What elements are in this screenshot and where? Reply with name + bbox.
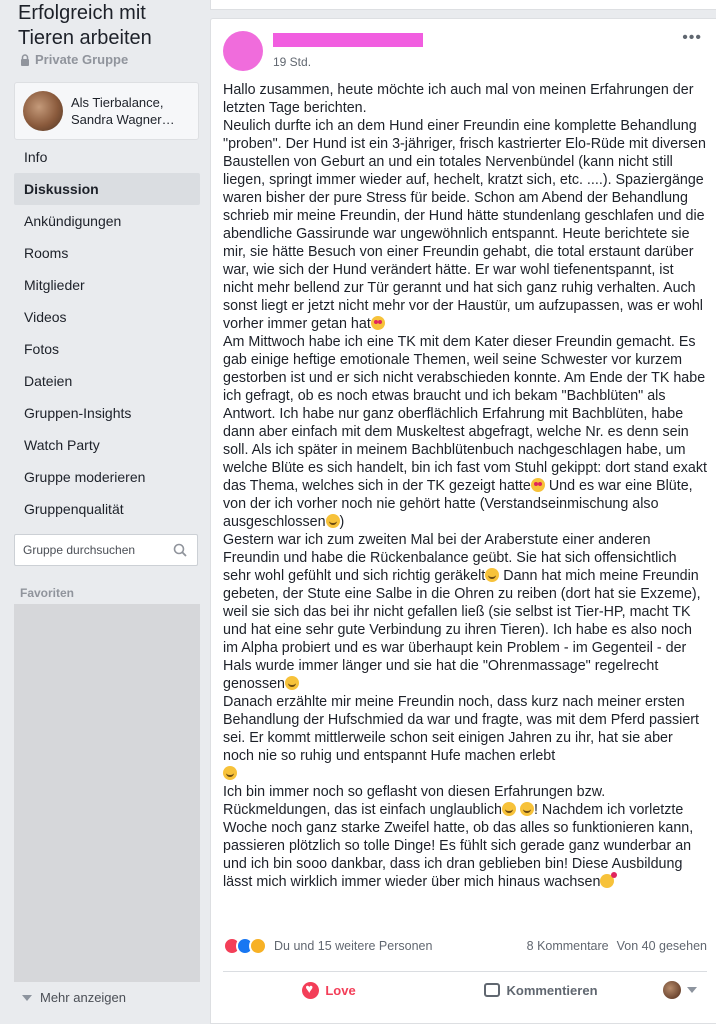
- reaction-icons[interactable]: [223, 937, 262, 955]
- emoji-icon: [223, 766, 237, 780]
- sidebar-item-gruppen-insights[interactable]: Gruppen-Insights: [24, 405, 132, 421]
- sidebar-item-mitglieder[interactable]: Mitglieder: [24, 277, 85, 293]
- post-stats: [223, 936, 707, 956]
- care-icon: [249, 937, 267, 955]
- group-nav: [14, 141, 200, 525]
- sidebar-item-dateien[interactable]: Dateien: [24, 373, 73, 389]
- emoji-icon: [531, 478, 545, 492]
- post-text: Ich bin immer noch so geflasht von diesen Erfahrungen bzw. Rückmeldungen, das ist einfach unglaublich: [223, 784, 606, 818]
- sidebar-item-info[interactable]: Info: [24, 149, 48, 165]
- reactions-count[interactable]: Du und 15 weitere Personen: [274, 939, 433, 953]
- post-card: [210, 18, 716, 1024]
- comment-icon: [484, 983, 500, 997]
- post-text: Am Mittwoch habe ich eine TK mit dem Kater dieser Freundin gemacht. Es gab einige heftige emotionale Themen, weil seine Schwester vor kurzem gestorben ist und er sich nicht verabschieden konnte. Am Ende der TK habe ich gefragt, ob es noch etwas braucht und ich bekam "Bachblüten" als Antwort. Ich habe nur ganz oberflächlich Erfahrung mit Bachblüten, habe dann aber einfach mit dem Muskeltest abgefragt, welche Nr. es denn sein soll. Als ich später in meinem Bachblütenbuch nachgeschlagen habe, um welche Blüte es sich handelt, bin ich fast vom Stuhl gekippt: dort stand exakt das Thema, welches sich in der TK gezeigt hatte: [223, 334, 707, 494]
- sidebar-item-rooms[interactable]: Rooms: [24, 245, 69, 261]
- post-text: Und es war eine Blüte, von der ich vorher noch nie gehört hatte (Verstandseinmischung also ausgeschlossen: [223, 478, 693, 530]
- views-count[interactable]: Von 40 gesehen: [616, 939, 707, 953]
- love-label: Love: [325, 982, 356, 998]
- emoji-icon: [326, 514, 340, 528]
- comment-label: Kommentieren: [506, 982, 598, 998]
- sidebar-item-videos[interactable]: Videos: [24, 309, 67, 325]
- identity-selector[interactable]: [647, 981, 707, 999]
- caret-icon: [22, 995, 32, 1001]
- author-avatar[interactable]: [223, 31, 263, 71]
- group-search: [14, 534, 198, 566]
- post-time[interactable]: 19 Std.: [273, 55, 312, 69]
- group-sidebar: [0, 0, 210, 1024]
- post-body: Hallo zusammen, heute möchte ich auch mal von meinen Erfahrungen der letzten Tage berichten. Neulich durfte ich an dem Hund einer Freundin eine komplette Behandlung "proben". Der Hund ist ein 3-jähriger, frisch kastrierter Elo-Rüde mit diversen Baustellen von Geburt an und ein totales Nervenbündel (kann nicht still liegen, springt immer wieder auf, hechelt, kratzt sich, etc. ....). Spaziergänge waren bisher der pure Stress für beide. Schon am Abend der Behandlung schrieb mir meine Freundin, der Hund hätte stundenlang geschlafen und die abendliche Gassirunde war ungewöhnlich entspannt. Heute berichtete sie mir, sie hätte Besuch von einer Freundin gehabt, die total erstaunt darüber war, wie sich der Hund verändert hätte. Er war wohl tiefenentspannt, ist nicht mehr bellend zur Tür gerannt und hat sich ganz ruhig verhalten. Auch sonst liegt er jetzt nicht mehr vor der Haustür, um aufzupassen, was er wohl vorher immer getan hat Am Mittwoch habe ich eine TK mit dem Kater dieser Freundin gemacht. Es gab einige heftige emotionale Themen, weil seine Schwester vor kurzem gestorben ist und er sich nicht verabschieden konnte. Am Ende der TK habe ich gefragt, ob es noch etwas braucht und ich bekam "Bachblüten" als Antwort. Ich habe nur ganz oberflächlich Erfahrung mit Bachblüten, habe dann aber einfach mit dem Muskeltest abgefragt, welche Nr. es denn sein soll. Als ich später in meinem Bachblütenbuch nachgeschlagen habe, um welche Blüte es sich handelt, bin ich fast vom Stuhl gekippt: dort stand exakt das Thema, welches sich in der TK gezeigt hatte Und es war eine Blüte, von der ich vorher noch nie gehört hatte (Verstandseinmischung also ausgeschlossen ) Gestern war ich zum zweiten Mal bei der Araberstute einer anderen Freundin und habe die Rückenbalance geübt. Sie hat sich offensichtlich sehr wohl gefühlt und sich richtig geräkelt Dann hat mich meine Freundin gebeten, der Stute eine Salbe in die Ohren zu reiben (dort hat sie Exzeme), weil sie sich das bei ihr nicht gefallen ließ (sie selbst ist Tier-HP, macht TK und hat eine sehr gute Verbindung zu ihren Tieren). Ich habe es also noch im Alpha probiert und es war überhaupt kein Problem - im Gegenteil - der Hals wurde immer länger und sie hat die "Ohrenmassage" regelrecht genossen Danach erzählte mir meine Freundin noch, dass kurz nach meiner ersten Behandlung der Hufschmied da war und fragte, was mit dem Pferd passiert sei. Er kommt mittlerweile schon seit einigen Jahren zu ihr, hat sie aber noch nie so ruhig und entspannt Hufe machen erlebt Ich bin immer noch so geflasht von diesen Erfahrungen bzw. Rückmeldungen, das ist einfach unglaublich ! Nachdem ich vorletzte Woche noch ganz starke Zweifel hatte, ob das alles so funktionieren kann, passieren plötzlich so tolle Dinge! Es fühlt sich gerade ganz wunderbar an und ich bin sooo dankbar, dass ich dran geblieben bin! Diese Ausbildung lässt mich wirklich immer wieder über mich hinaus wachsen: [223, 82, 707, 890]
- post-text: ! Nachdem ich vorletzte Woche noch ganz starke Zweifel hatte, ob das alles so funktionieren kann, passieren plötzlich so tolle Dinge! Es fühlt sich gerade ganz wunderbar an und ich bin sooo dankbar, dass ich dran geblieben bin! Diese Ausbildung lässt mich wirklich immer wieder über mich hinaus wachsen: [223, 802, 694, 890]
- privacy-text: Private Gruppe: [35, 52, 129, 67]
- sidebar-item-ankündigungen[interactable]: Ankündigungen: [24, 213, 122, 229]
- favorites-panel: [14, 604, 200, 982]
- emoji-icon: [600, 874, 614, 888]
- emoji-icon: [371, 316, 385, 330]
- author-name-redacted: [273, 33, 423, 47]
- avatar: [23, 91, 63, 131]
- emoji-icon: [485, 568, 499, 582]
- post-text: Hallo zusammen, heute möchte ich auch mal von meinen Erfahrungen der letzten Tage berichten.: [223, 82, 694, 116]
- group-title[interactable]: Erfolgreich mit Tieren arbeiten: [18, 2, 152, 49]
- sidebar-item-fotos[interactable]: Fotos: [24, 341, 60, 357]
- identity-label: Als Tierbalance, Sandra Wagner…: [71, 95, 175, 127]
- post-text: Gestern war ich zum zweiten Mal bei der Araberstute einer anderen Freundin und habe die Rückenbalance geübt. Sie hat sich offensichtlich sehr wohl gefühlt und sich richtig geräkelt: [223, 532, 677, 584]
- more-link[interactable]: [22, 990, 126, 1005]
- search-icon[interactable]: [173, 543, 187, 557]
- avatar: [663, 981, 681, 999]
- more-icon[interactable]: •••: [682, 29, 702, 46]
- emoji-icon: [502, 802, 516, 816]
- sidebar-item-watch-party[interactable]: Watch Party: [24, 437, 100, 453]
- sidebar-item-gruppenqualität[interactable]: Gruppenqualität: [24, 501, 124, 517]
- chevron-down-icon: [687, 987, 697, 993]
- love-button[interactable]: [223, 982, 435, 999]
- previous-post-edge: [210, 0, 716, 10]
- comments-count[interactable]: 8 Kommentare: [526, 939, 609, 953]
- emoji-icon: [285, 676, 299, 690]
- lock-icon: [19, 54, 31, 66]
- love-icon: [302, 982, 319, 999]
- post-actions: [223, 975, 707, 1005]
- more-label: Mehr anzeigen: [40, 990, 126, 1005]
- group-search-input[interactable]: [23, 543, 163, 557]
- comment-button[interactable]: [435, 983, 647, 998]
- post-text: Danach erzählte mir meine Freundin noch, dass kurz nach meiner ersten Behandlung der Hufschmied da war und fragte, was mit dem Pferd passiert sei. Er kommt mittlerweile schon seit einigen Jahren zu ihr, hat sie aber noch nie so ruhig und entspannt Hufe machen erlebt: [223, 694, 700, 764]
- identity-switcher[interactable]: [14, 82, 199, 140]
- post-text: Neulich durfte ich an dem Hund einer Freundin eine komplette Behandlung "proben". Der Hund ist ein 3-jähriger, frisch kastrierter Elo-Rüde mit diversen Baustellen von Geburt an und ein totales Nervenbündel (kann nicht still liegen, springt immer wieder auf, hechelt, kratzt sich, etc. ....). Spaziergänge waren bisher der pure Stress für beide. Schon am Abend der Behandlung schrieb mir meine Freundin, der Hund hätte stundenlang geschlafen und die abendliche Gassirunde war ungewöhnlich entspannt. Heute berichtete sie mir, sie hätte Besuch von einer Freundin gehabt, die total erstaunt darüber war, wie sich der Hund verändert hätte. Er war wohl tiefenentspannt, ist nicht mehr bellend zur Tür gerannt und hat sich ganz ruhig verhalten. Auch sonst liegt er jetzt nicht mehr vor der Haustür, um aufzupassen, was er wohl vorher immer getan hat: [223, 118, 706, 332]
- emoji-icon: [520, 802, 534, 816]
- sidebar-item-gruppe-moderieren[interactable]: Gruppe moderieren: [24, 469, 146, 485]
- sidebar-item-diskussion[interactable]: Diskussion: [14, 173, 200, 205]
- post-text: Dann hat mich meine Freundin gebeten, der Stute eine Salbe in die Ohren zu reiben (dort hat sie Exzeme), weil sie sich das bei ihr nicht gefallen ließ (sie selbst ist Tier-HP, macht TK und hat eine sehr gute Verbindung zu ihren Tieren). Ich habe es also noch im Alpha probiert und es war überhaupt kein Problem - im Gegenteil - der Hals wurde immer länger und sie hat die "Ohrenmassage" regelrecht genossen: [223, 568, 701, 692]
- divider: [223, 971, 707, 972]
- favorites-title: Favoriten: [20, 586, 75, 600]
- privacy-label: [19, 52, 128, 67]
